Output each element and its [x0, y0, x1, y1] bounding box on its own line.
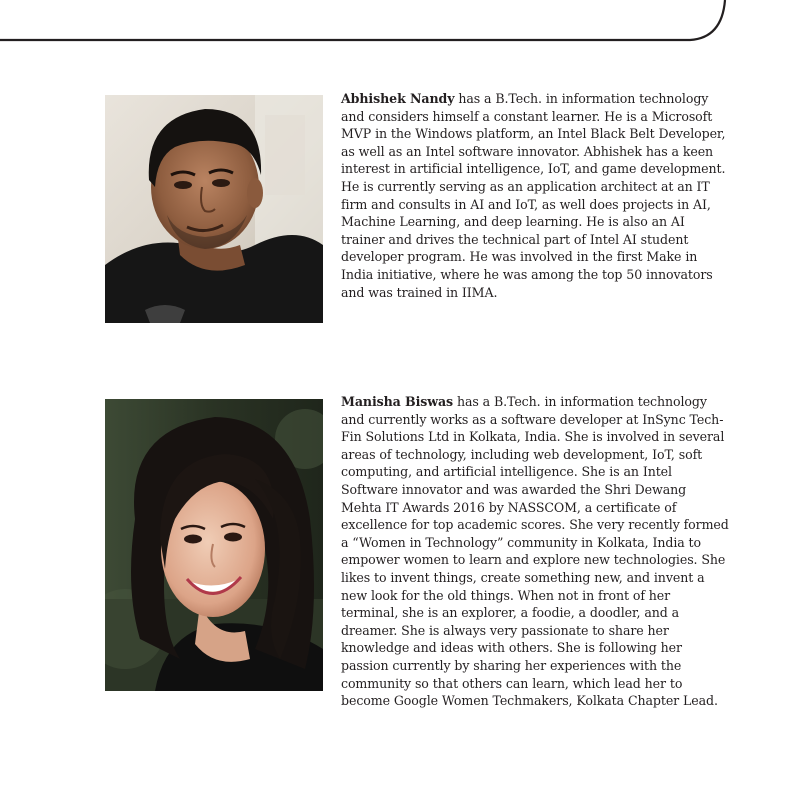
author-photo-manisha [105, 399, 323, 691]
author-bio-manisha [105, 393, 730, 710]
author-name: Abhishek Nandy [341, 91, 455, 106]
author-bio-text: has a B.Tech. in information technology and considers himself a constant learner. He is a Microsoft MVP in the Windows platform, an Intel Black Belt Developer, as well as an Intel software innovator. Abhishek has a keen interest in artificial intelligence, IoT, and game development. He is currently serving as an application architect at an IT firm and consults in AI and IoT, as well does projects in AI, Machine Learning, and deep learning. He is also an AI trainer and drives the technical part of Intel AI student developer program. He was involved in the first Make in India initiative, where he was among the top 50 innovators and was trained in IIMA. [341, 91, 726, 300]
author-bio-text: has a B.Tech. in information technology and currently works as a software developer at InSync Tech-Fin Solutions Ltd in Kolkata, India. She is involved in several areas of technology, including web development, IoT, soft computing, and artificial intelligence. She is an Intel Software innovator and was awarded the Shri Dewang Mehta IT Awards 2016 by NASSCOM, a certificate of excellence for top academic scores. She very recently formed a “Women in Technology” community in Kolkata, India to empower women to learn and explore new technologies. She likes to invent things, create something new, and invent a new look for the old things. When not in front of her terminal, she is an explorer, a foodie, a doodler, and a dreamer. She is always very passionate to share her knowledge and ideas with others. She is following her passion currently by sharing her experiences with the community so that others can learn, which lead her to become Google Women Techmakers, Kolkata Chapter Lead. [341, 394, 729, 709]
header-curve-decoration [0, 0, 800, 60]
author-name: Manisha Biswas [341, 394, 454, 409]
author-photo-abhishek [105, 95, 323, 323]
author-bio-abhishek [105, 90, 730, 331]
